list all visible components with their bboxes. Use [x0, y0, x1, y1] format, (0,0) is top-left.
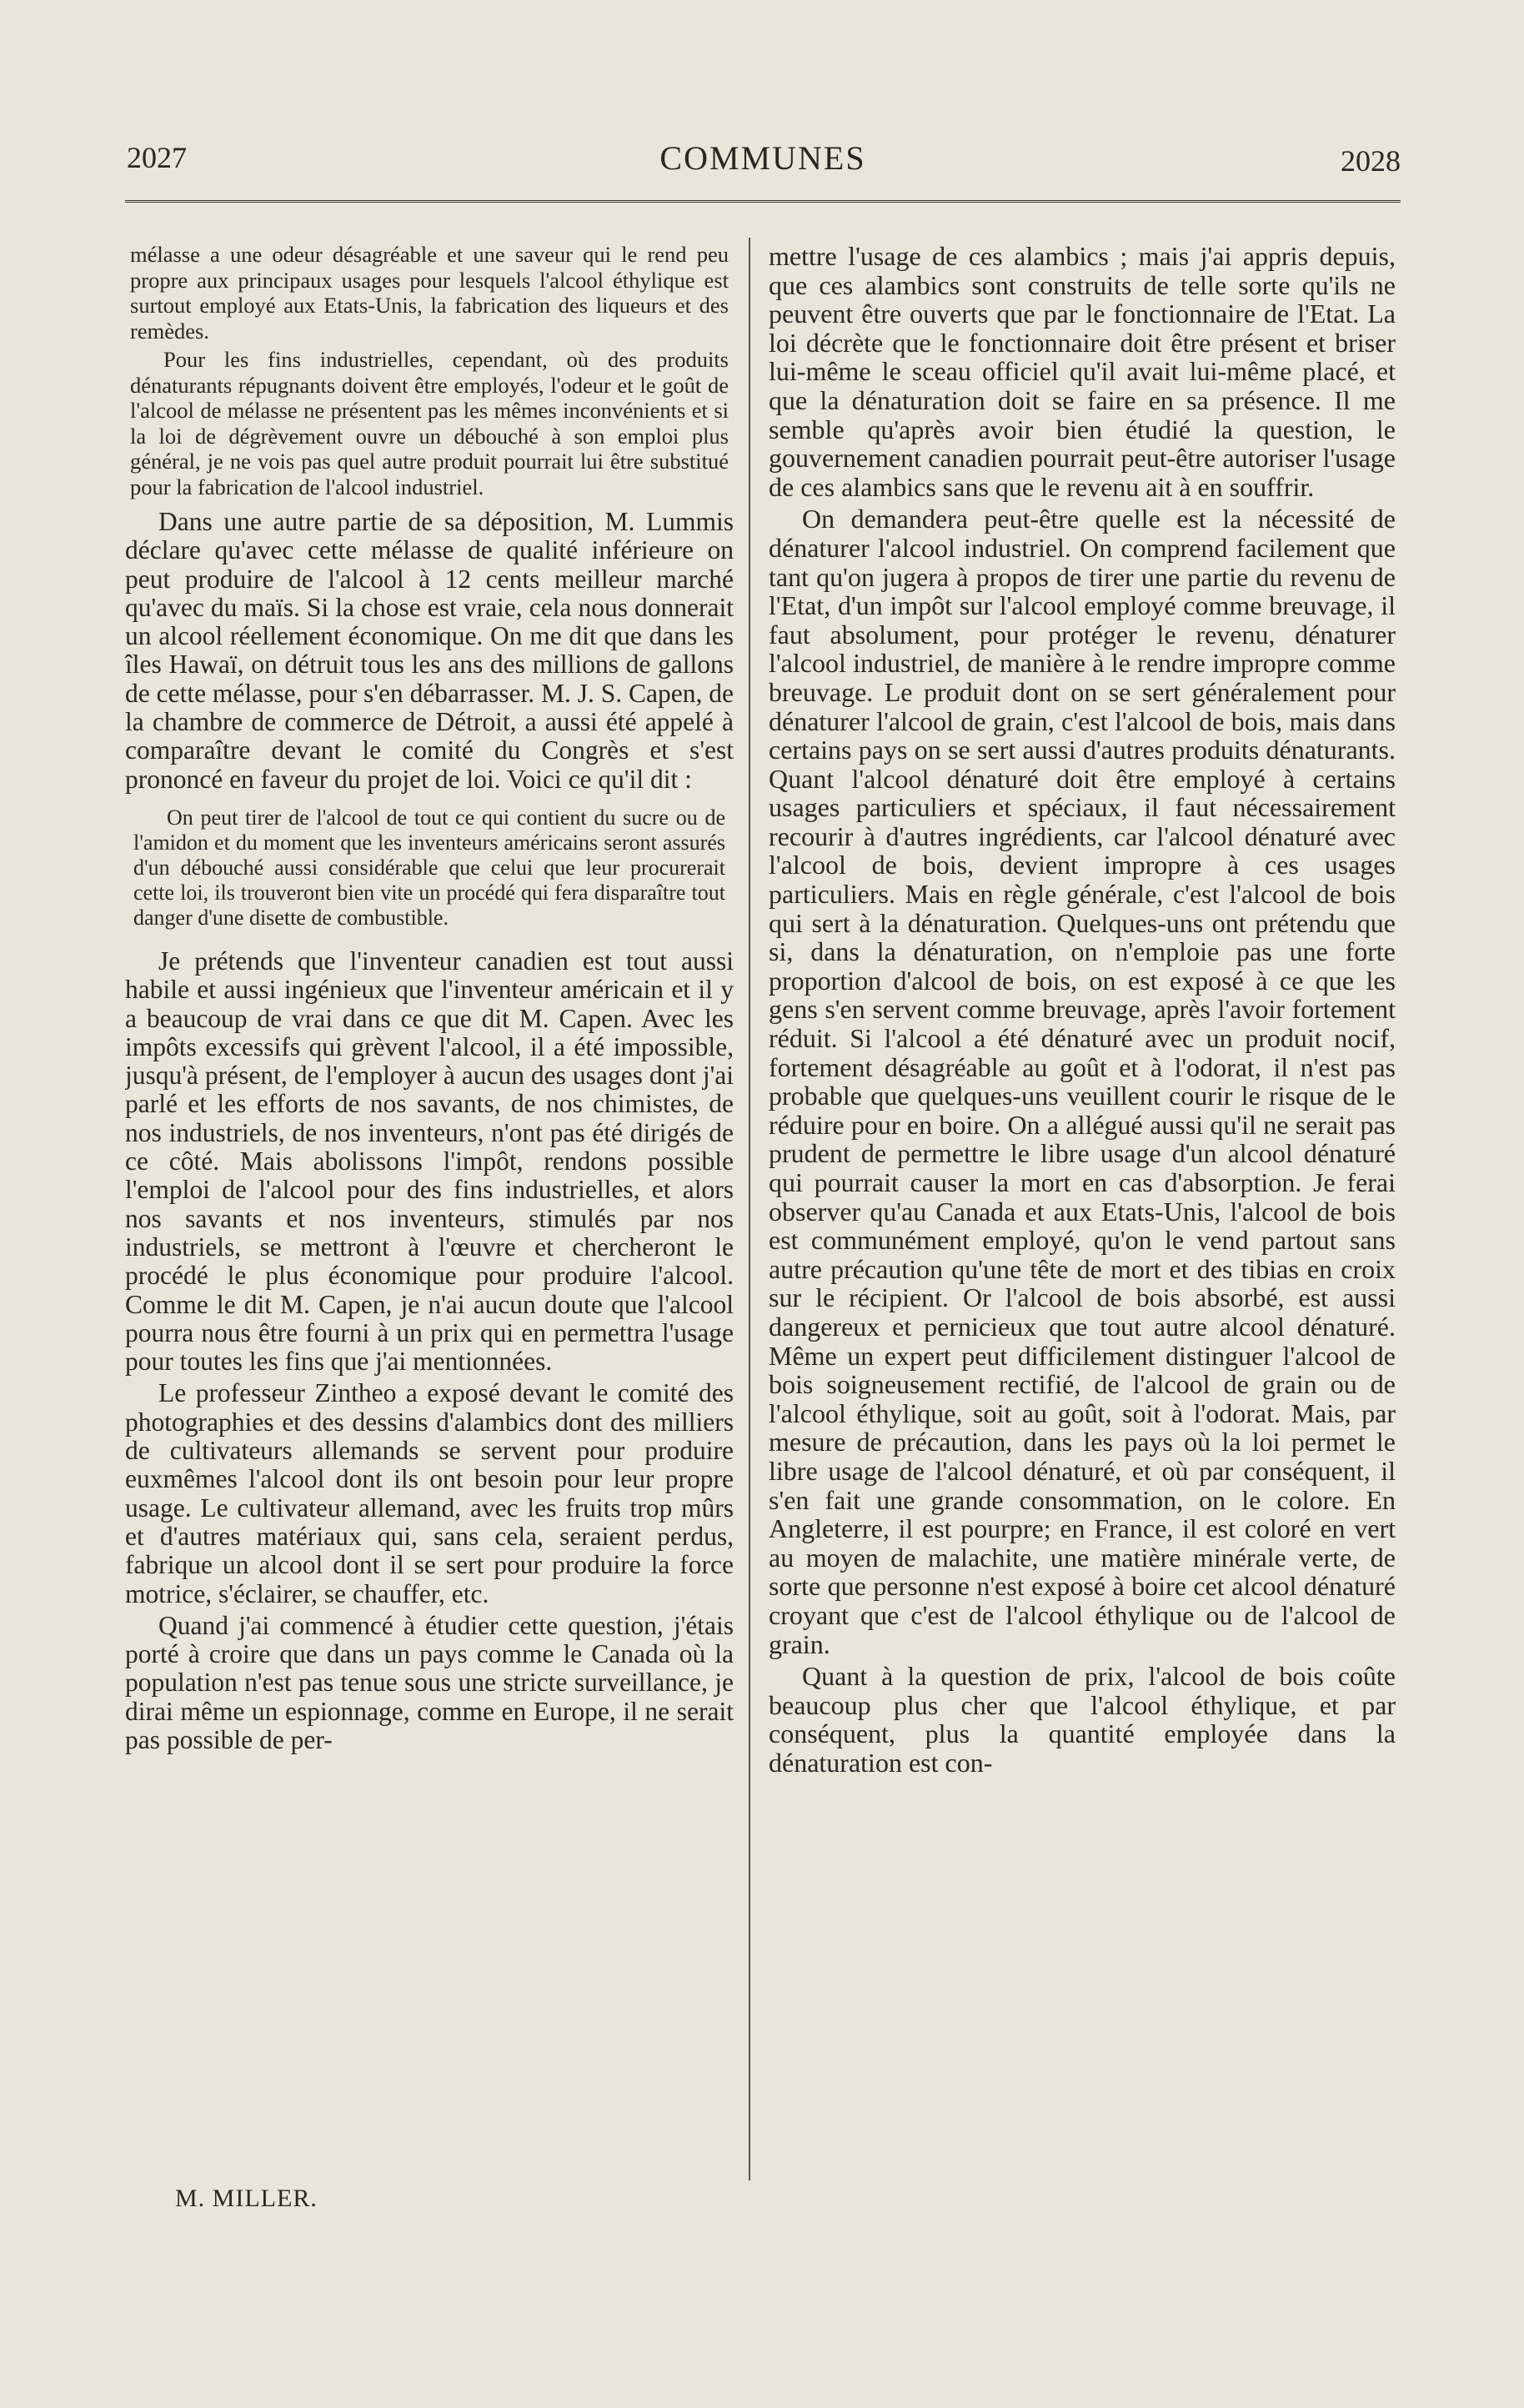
paragraph: Pour les fins industrielles, cependant, où des produits dénaturants répugnants doivent être employés, l'odeur et le goût de l'alcool de mélasse ne présentent pas les mêmes inconvénients et si la loi de dégrèvement ouvre un débouché à son emploi plus général, je ne vois pas quel autre produit pourrait lui être substitué pour la fabrication de l'alcool industriel.	[130, 347, 729, 499]
page-number-right: 2028	[1341, 144, 1401, 178]
paragraph: Dans une autre partie de sa déposition, M. Lummis déclare qu'avec cette mélasse de qualité inférieure on peut produire de l'alcool à 12 cents meilleur marché qu'avec du maïs. Si la chose est vraie, cela nous donnerait un alcool réellement économique. On me dit que dans les îles Hawaï, on détruit tous les ans des millions de gallons de cette mélasse, pour s'en débarrasser. M. J. S. Capen, de la chambre de commerce de Détroit, a aussi été appelé à comparaître devant le comité du Congrès et s'est prononcé en faveur du projet de loi. Voici ce qu'il dit :	[125, 507, 734, 794]
page-header	[125, 133, 1401, 183]
right-column	[769, 242, 1396, 2185]
header-rule	[125, 200, 1401, 203]
speaker-name: M. MILLER.	[175, 2185, 318, 2212]
page-number-left: 2027	[127, 141, 187, 174]
paragraph: Le professeur Zintheo a exposé devant le comité des photographies et des dessins d'alambics dont des milliers de cultivateurs allemands se servent pour produire euxmêmes l'alcool dont ils ont besoin pour leur propre usage. Le cultivateur allemand, avec les fruits trop mûrs et d'autres matériaux qui, sans cela, seraient perdus, fabrique un alcool dont il se sert pour produire la force motrice, s'éclairer, se chauffer, etc.	[125, 1378, 734, 1608]
paragraph: mettre l'usage de ces alambics ; mais j'ai appris depuis, que ces alambics sont construits de telle sorte qu'ils ne peuvent être ouverts que par le fonctionnaire de l'Etat. La loi décrète que le fonctionnaire doit être présent et briser lui-même le sceau officiel qu'il avait lui-même placé, et que la dénaturation doit se faire en sa présence. Il me semble qu'après avoir bien étudié la question, le gouvernement canadien pourrait peut-être autoriser l'usage de ces alambics sans que le revenu ait à en souffrir.	[769, 242, 1396, 502]
paragraph: Quant à la question de prix, l'alcool de bois coûte beaucoup plus cher que l'alcool éthylique, et par conséquent, plus la quantité employée dans la dénaturation est con-	[769, 1661, 1396, 1778]
paragraph: mélasse a une odeur désagréable et une saveur qui le rend peu propre aux principaux usages pour lesquels l'alcool éthylique est surtout employé aux Etats-Unis, la fabrication des liqueurs et des remèdes.	[130, 242, 729, 344]
column-divider	[749, 238, 750, 2180]
paragraph: On demandera peut-être quelle est la nécessité de dénaturer l'alcool industriel. On comprend facilement que tant qu'on jugera à propos de tirer une partie du revenu de l'Etat, d'un impôt sur l'alcool employé comme breuvage, il faut absolument, pour protéger le revenu, dénaturer l'alcool industriel, de manière à le rendre impropre comme breuvage. Le produit dont on se sert généralement pour dénaturer l'alcool de grain, c'est l'alcool de bois, mais dans certains pays on se sert aussi d'autres produits dénaturants. Quant l'alcool dénaturé doit être employé à certains usages particuliers et spéciaux, il faut nécessairement recourir à d'autres ingrédients, car l'alcool dénaturé avec l'alcool de bois, devient impropre à ces usages particuliers. Mais en règle générale, c'est l'alcool de bois qui sert à la dénaturation. Quelques-uns ont prétendu que si, dans la dénaturation, on n'emploie pas une forte proportion d'alcool de bois, on est exposé à ce que les gens s'en servent comme breuvage, après l'avoir fortement réduit. Si l'alcool a été dénaturé avec un produit nocif, fortement désagréable au goût et à l'odorat, il n'est pas probable que quelques-uns veuillent courir le risque de le réduire pour en boire. On a allégué aussi qu'il ne serait pas prudent de permettre le libre usage d'un alcool dénaturé qui pourrait causer la mort en cas d'absorption. Je ferai observer qu'au Canada et aux Etats-Unis, l'alcool de bois est communément employé, qu'on le vend partout sans autre précaution qu'une tête de mort et des tibias en croix sur le récipient. Or l'alcool de bois absorbé, est aussi dangereux et pernicieux que tout autre alcool dénaturé. Même un expert peut difficilement distinguer l'alcool de bois soigneusement rectifié, de l'alcool de grain ou de l'alcool éthylique, soit au goût, soit à l'odorat. Mais, par mesure de précaution, dans les pays où la loi permet le libre usage de l'alcool dénaturé, et où par conséquent, il s'en fait une grande consommation, on le colore. En Angleterre, il est pourpre; en France, il est coloré en vert au moyen de malachite, une matière minérale verte, de sorte que personne n'est exposé à boire cet alcool dénaturé croyant que c'est de l'alcool éthylique ou de l'alcool de grain.	[769, 504, 1396, 1659]
block-quote: On peut tirer de l'alcool de tout ce qui contient du sucre ou de l'amidon et du moment que les inventeurs américains seront assurés d'un débouché aussi considérable que celui que leur procurerait cette loi, ils trouveront bien vite un procédé qui fera disparaître tout danger d'une disette de combustible.	[133, 805, 725, 930]
left-column	[125, 242, 734, 2185]
paragraph: Quand j'ai commencé à étudier cette question, j'étais porté à croire que dans un pays comme le Canada où la population n'est pas tenue sous une stricte surveillance, je dirai même un espionnage, comme en Europe, il ne serait pas possible de per-	[125, 1610, 734, 1754]
paragraph: Je prétends que l'inventeur canadien est tout aussi habile et aussi ingénieux que l'inventeur américain et il y a beaucoup de vrai dans ce que dit M. Capen. Avec les impôts excessifs qui grèvent l'alcool, il a été impossible, jusqu'à présent, de l'employer à aucun des usages dont j'ai parlé et les efforts de nos savants, de nos chimistes, de nos industriels, de nos inventeurs, n'ont pas été dirigés de ce côté. Mais abolissons l'impôt, rendons possible l'emploi de l'alcool pour des fins industrielles, et alors nos savants et nos inventeurs, stimulés par nos industriels, se mettront à l'œuvre et chercheront le procédé le plus économique pour produire l'alcool. Comme le dit M. Capen, je n'ai aucun doute que l'alcool pourra nous être fourni à un prix qui en permettra l'usage pour toutes les fins que j'ai mentionnées.	[125, 946, 734, 1377]
running-title: COMMUNES	[659, 139, 866, 177]
